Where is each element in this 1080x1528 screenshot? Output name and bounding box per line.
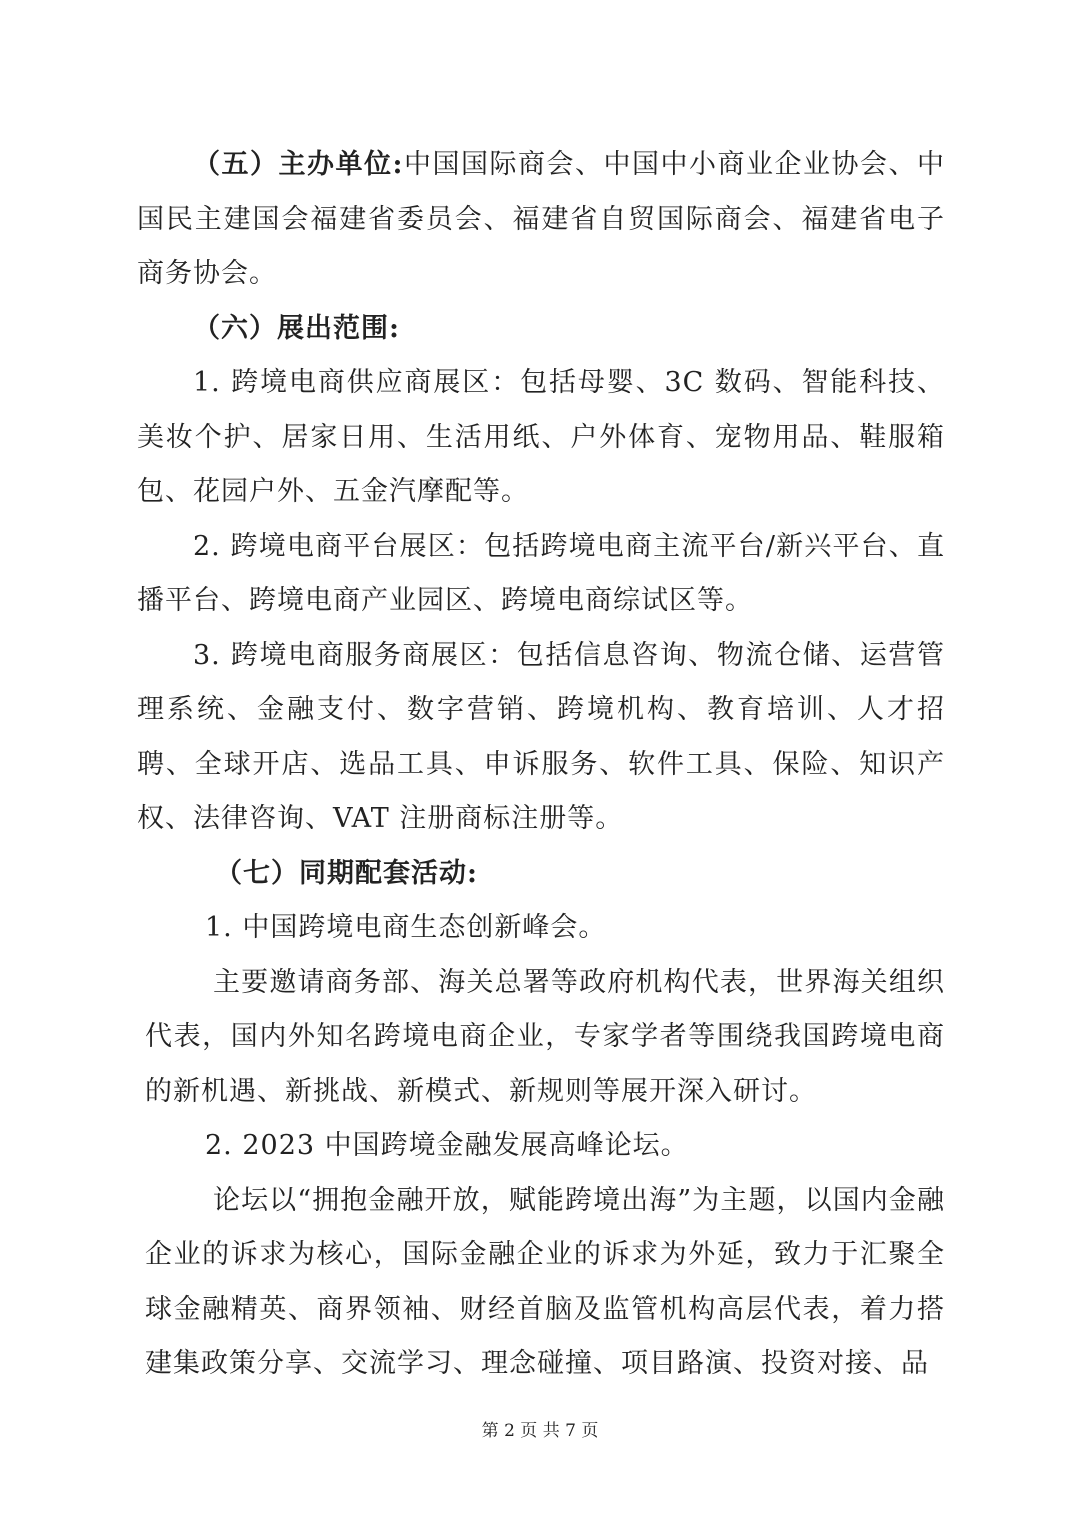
section-6-item-2: 2. 跨境电商平台展区：包括跨境电商主流平台/新兴平台、直播平台、跨境电商产业园区、跨境电商综试区等。 bbox=[137, 530, 945, 616]
section-5-text: 中国国际商会、中国中小商业企业协会、中国民主建国会福建省委员会、福建省自贸国际商会、福建省电子商务协会。 bbox=[137, 149, 946, 289]
page-number-footer: 第 2 页 共 7 页 bbox=[481, 1421, 599, 1441]
section-7-heading: （七）同期配套活动: bbox=[215, 857, 478, 889]
section-7-item-1-body: 主要邀请商务部、海关总署等政府机构代表，世界海关组织代表，国内外知名跨境电商企业，专家学者等围绕我国跨境电商的新机遇、新挑战、新模式、新规则等展开深入研讨。 bbox=[145, 966, 945, 1107]
section-7-item-2-title: 2. 2023 中国跨境金融发展高峰论坛。 bbox=[205, 1130, 689, 1161]
section-5-heading: （五）主办单位: bbox=[193, 149, 404, 180]
section-6-item-1: 1. 跨境电商供应商展区：包括母婴、3C 数码、智能科技、美妆个护、居家日用、生活用纸、户外体育、宠物用品、鞋服箱包、花园户外、五金汽摩配等。 bbox=[137, 367, 945, 507]
section-6-heading: （六）展出范围: bbox=[193, 312, 400, 344]
document-body bbox=[137, 138, 945, 1392]
section-5-paragraph bbox=[137, 138, 945, 302]
section-7-item-1-title: 1. 中国跨境电商生态创新峰会。 bbox=[205, 912, 607, 943]
section-6-item-3: 3. 跨境电商服务商展区：包括信息咨询、物流仓储、运营管理系统、金融支付、数字营销、跨境机构、教育培训、人才招聘、全球开店、选品工具、申诉服务、软件工具、保险、知识产权、法律咨询、VAT 注册商标注册等。 bbox=[137, 639, 945, 834]
section-7-item-2-body: 论坛以“拥抱金融开放，赋能跨境出海”为主题，以国内金融企业的诉求为核心，国际金融企业的诉求为外延，致力于汇聚全球金融精英、商界领袖、财经首脑及监管机构高层代表，着力搭建集政策分享、交流学习、理念碰撞、项目路演、投资对接、品 bbox=[145, 1184, 945, 1379]
